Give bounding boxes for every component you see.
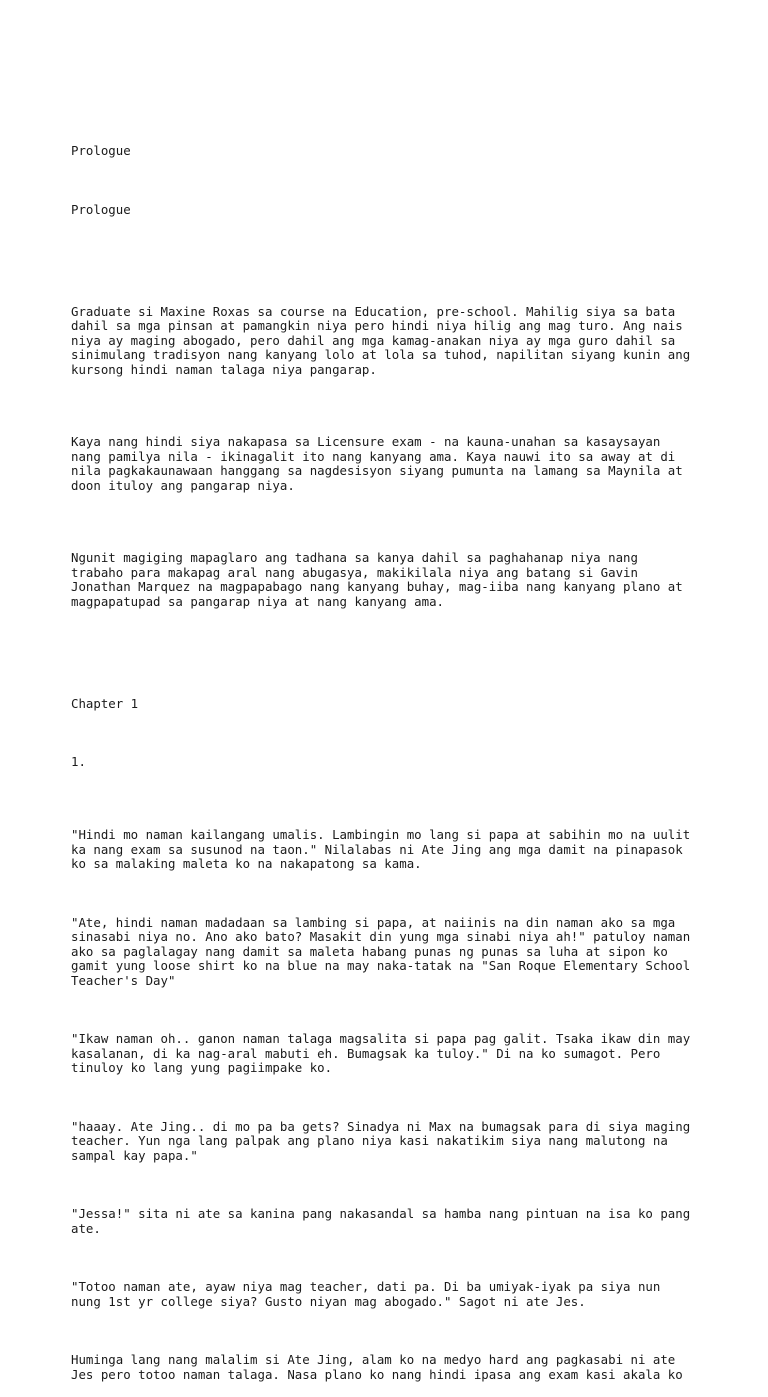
chapter-paragraph: "Ate, hindi naman madadaan sa lambing si papa, at naiinis na din naman ako sa mga sinasabi niya no. Ano ako bato? Masakit din yung mga sinabi niya ah!" patuloy naman ako sa paglalagay nang damit sa maleta habang punas ng punas sa luha at sipon ko gamit yung loose shirt ko na blue na may naka-tatak na "San Roque Elementary School Teacher's Day" [71, 914, 691, 988]
prologue-title: Prologue [71, 201, 131, 217]
chapter-paragraph: "Totoo naman ate, ayaw niya mag teacher, dati pa. Di ba umiyak-iyak pa siya nun nung 1st yr college siya? Gusto niyan mag abogado." Sagot ni ate Jes. [71, 1279, 661, 1309]
chapter-paragraph: "Jessa!" sita ni ate sa kanina pang nakasandal sa hamba nang pintuan na isa ko pang ate. [71, 1206, 691, 1236]
chapter-paragraph: "haaay. Ate Jing.. di mo pa ba gets? Sinadya ni Max na bumagsak para di siya maging teacher. Yun nga lang palpak ang plano niya kasi nakatikim siya nang malutong na sampal kay papa." [71, 1118, 691, 1163]
chapter-paragraph: "Ikaw naman oh.. ganon naman talaga magsalita si papa pag galit. Tsaka ikaw din may kasalanan, di ka nag-aral mabuti eh. Bumagsak ka tuloy." Di na ko sumagot. Pero tinuloy ko lang yung pagiimpake ko. [71, 1031, 691, 1075]
prologue-paragraph: Ngunit magiging mapaglaro ang tadhana sa kanya dahil sa paghahanap niya nang trabaho para makapag aral nang abugasya, makikilala niya ang batang si Gavin Jonathan Marquez na magpapabago nang kanyang buhay, mag-iiba nang kanyang plano at magpapatupad sa pangarap niya at nang kanyang ama. [71, 550, 683, 609]
chapter-paragraph: "Hindi mo naman kailangang umalis. Lambingin mo lang si papa at sabihin mo na uulit ka nang exam sa susunod na taon." Nilalabas ni Ate Jing ang mga damit na pinapasok ko sa malaking maleta ko na nakapatong sa kama. [71, 827, 691, 871]
chapter-number: 1. [71, 754, 86, 769]
prologue-paragraph: Graduate si Maxine Roxas sa course na Education, pre-school. Mahilig siya sa bata dahil sa mga pinsan at pamangkin niya pero hindi niya hilig ang mag turo. Ang nais niya ay maging abogado, pero dahil ang mga kamag-anakan niya ay mga guro dahil sa sinimulang tradisyon nang kanyang lolo at lola sa tuhod, napilitan siyang kunin ang kursong hindi naman talaga niya pangarap. [71, 303, 691, 377]
chapter-paragraph: Huminga lang nang malalim si Ate Jing, alam ko na medyo hard ang pagkasabi ni ate Jes pero totoo naman talaga. Nasa plano ko nang hindi ipasa ang exam kasi akala ko [71, 1352, 683, 1382]
prologue-heading: Prologue [71, 143, 131, 158]
document-page [71, 115, 711, 1397]
chapter-heading: Chapter 1 [71, 695, 139, 711]
prologue-paragraph: Kaya nang hindi siya nakapasa sa Licensure exam - na kauna-unahan sa kasaysayan nang pamilya nila - ikinagalit ito nang kanyang ama. Kaya nauwi ito sa away at di nila pagkakaunawaan hanggang sa nagdesisyon siyang pumunta na lamang sa Maynila at doon ituloy ang pangarap niya. [71, 434, 683, 493]
